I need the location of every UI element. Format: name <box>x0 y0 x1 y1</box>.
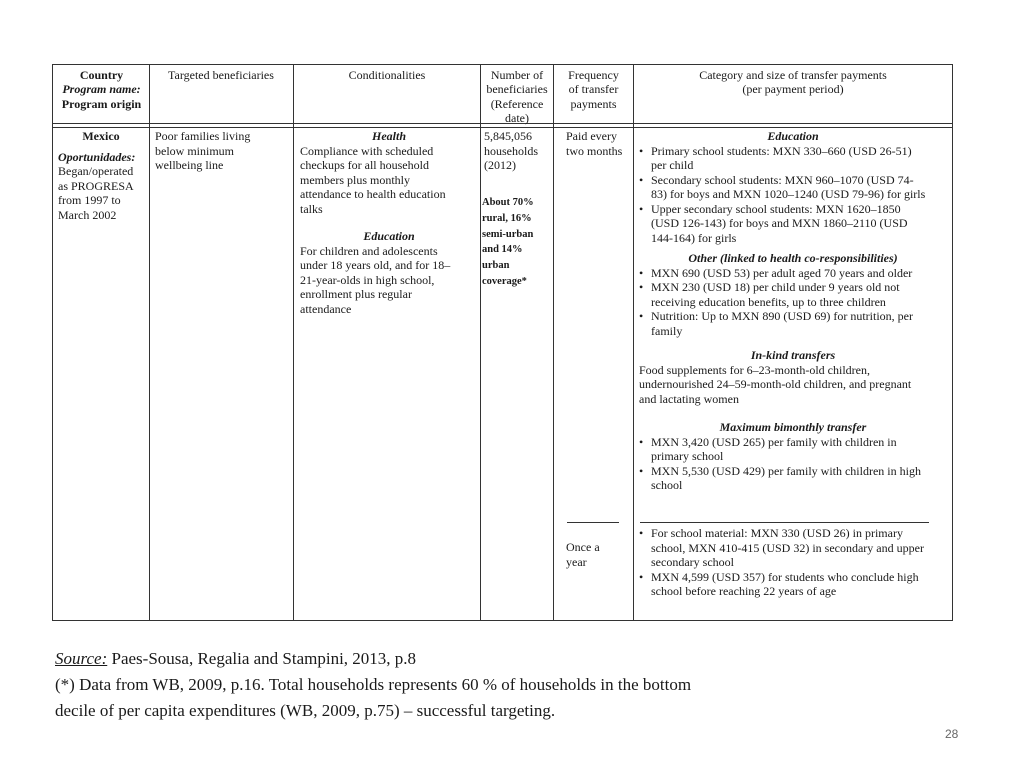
list-item: • MXN 4,599 (USD 357) for students who conclude high school before reaching 22 years of age <box>639 570 947 599</box>
column-divider <box>293 65 294 620</box>
source-label: Source: <box>55 649 108 668</box>
list-item: • MXN 690 (USD 53) per adult aged 70 years and older <box>639 266 947 281</box>
max-transfer-list <box>639 435 947 493</box>
cell-country: Mexico Oportunidades: Began/operated as PROGRESA from 1997 to March 2002 <box>55 129 147 222</box>
program-table <box>52 64 953 621</box>
list-item: • Upper secondary school students: MXN 1620–1850 (USD 126-143) for boys and MXN 1860–2110 (USD 144-164) for girls <box>639 202 947 246</box>
list-item: • MXN 5,530 (USD 429) per family with children in high school <box>639 464 947 493</box>
country-name: Mexico <box>82 129 120 143</box>
list-item: • MXN 3,420 (USD 265) per family with children in primary school <box>639 435 947 464</box>
education-condition-heading: Education <box>363 229 415 243</box>
source-citation: Source: Paes-Sousa, Regalia and Stampini, 2013, p.8 <box>55 649 417 668</box>
column-divider <box>149 65 150 620</box>
footnote-line: decile of per capita expenditures (WB, 2009, p.75) – successful targeting. <box>55 701 556 720</box>
cell-frequency-annual: Once a year <box>566 540 600 569</box>
column-divider <box>480 65 481 620</box>
list-item: • Secondary school students: MXN 960–1070 (USD 74- 83) for boys and MXN 1020–1240 (USD 79-96) for girls <box>639 173 947 202</box>
list-item: • Primary school students: MXN 330–660 (USD 26-51) per child <box>639 144 947 173</box>
cell-category: Education • Primary school students: MXN 330–660 (USD 26-51) per child • Secondary school students: MXN 960–1070 (USD 74- 83) for boys and MXN 1020–1240 (USD 79-96) for girls • Upper secondary school students: MXN 1620–1850 (USD 126-143) for boys and MXN 1860–2110 (USD 144-164) for girls Other (linked to health co-responsibilities) • MXN 690 (USD 53) per adult aged 70 years and older • MXN 230 (USD 18) per child under 9 years old not receiving education benefits, up to three children • Nutrition: Up to MXN 890 (USD 69) for nutrition, per family In-kind transfers Food supplements for 6–23-month-old children, undernourished 24–59-month-old children, and pregnant and lactating women Maximum bimonthly transfer • MXN 3,420 (USD 265) per family with children in primary school • MXN 5,530 (USD 429) per family with children in high school <box>639 129 947 493</box>
list-item: • For school material: MXN 330 (USD 26) in primary school, MXN 410-415 (USD 32) in secondary and upper secondary school <box>639 526 947 570</box>
header-number-of-beneficiaries: Number of beneficiaries (Reference date) <box>486 68 548 125</box>
header-country: Country Program name: Program origin <box>61 68 142 111</box>
list-item: • MXN 230 (USD 18) per child under 9 years old not receiving education benefits, up to three children <box>639 280 947 309</box>
footnote-line: (*) Data from WB, 2009, p.16. Total households represents 60 % of households in the bottom <box>55 675 692 694</box>
cell-frequency-bimonthly: Paid every two months <box>566 129 623 158</box>
cell-number-of-beneficiaries: 5,845,056 households (2012) <box>484 129 538 172</box>
source-note <box>55 646 935 724</box>
other-list <box>639 266 947 339</box>
header-category: Category and size of transfer payments (per payment period) <box>699 68 887 97</box>
in-kind-heading: In-kind transfers <box>750 348 836 362</box>
list-item: • Nutrition: Up to MXN 890 (USD 69) for nutrition, per family <box>639 309 947 338</box>
page-number: 28 <box>945 727 959 741</box>
education-heading: Education <box>767 129 819 143</box>
annual-list <box>639 526 947 599</box>
other-heading: Other (linked to health co-responsibilities) <box>688 251 898 265</box>
cell-category-annual <box>639 526 947 599</box>
column-divider <box>553 65 554 620</box>
header-targeted-beneficiaries: Targeted beneficiaries <box>168 68 274 82</box>
frequency-divider <box>567 522 619 523</box>
coverage-note: About 70% rural, 16% semi-urban and 14% urban coverage* <box>482 197 534 287</box>
max-transfer-heading: Maximum bimonthly transfer <box>719 420 867 434</box>
category-divider <box>640 522 929 523</box>
header-divider <box>53 127 952 128</box>
cell-targeted-beneficiaries: Poor families living below minimum wellbeing line <box>155 129 251 172</box>
education-list <box>639 144 947 246</box>
health-heading: Health <box>371 129 406 143</box>
header-conditionalities: Conditionalities <box>348 68 426 82</box>
header-frequency: Frequency of transfer payments <box>568 68 619 111</box>
column-divider <box>633 65 634 620</box>
cell-conditionalities: Health Compliance with scheduled checkups for all household members plus monthly attendance to health education talks Education For children and adolescents under 18 years old, and for 18– 21-year-olds in high school, enrollment plus regular attendance <box>300 129 478 316</box>
